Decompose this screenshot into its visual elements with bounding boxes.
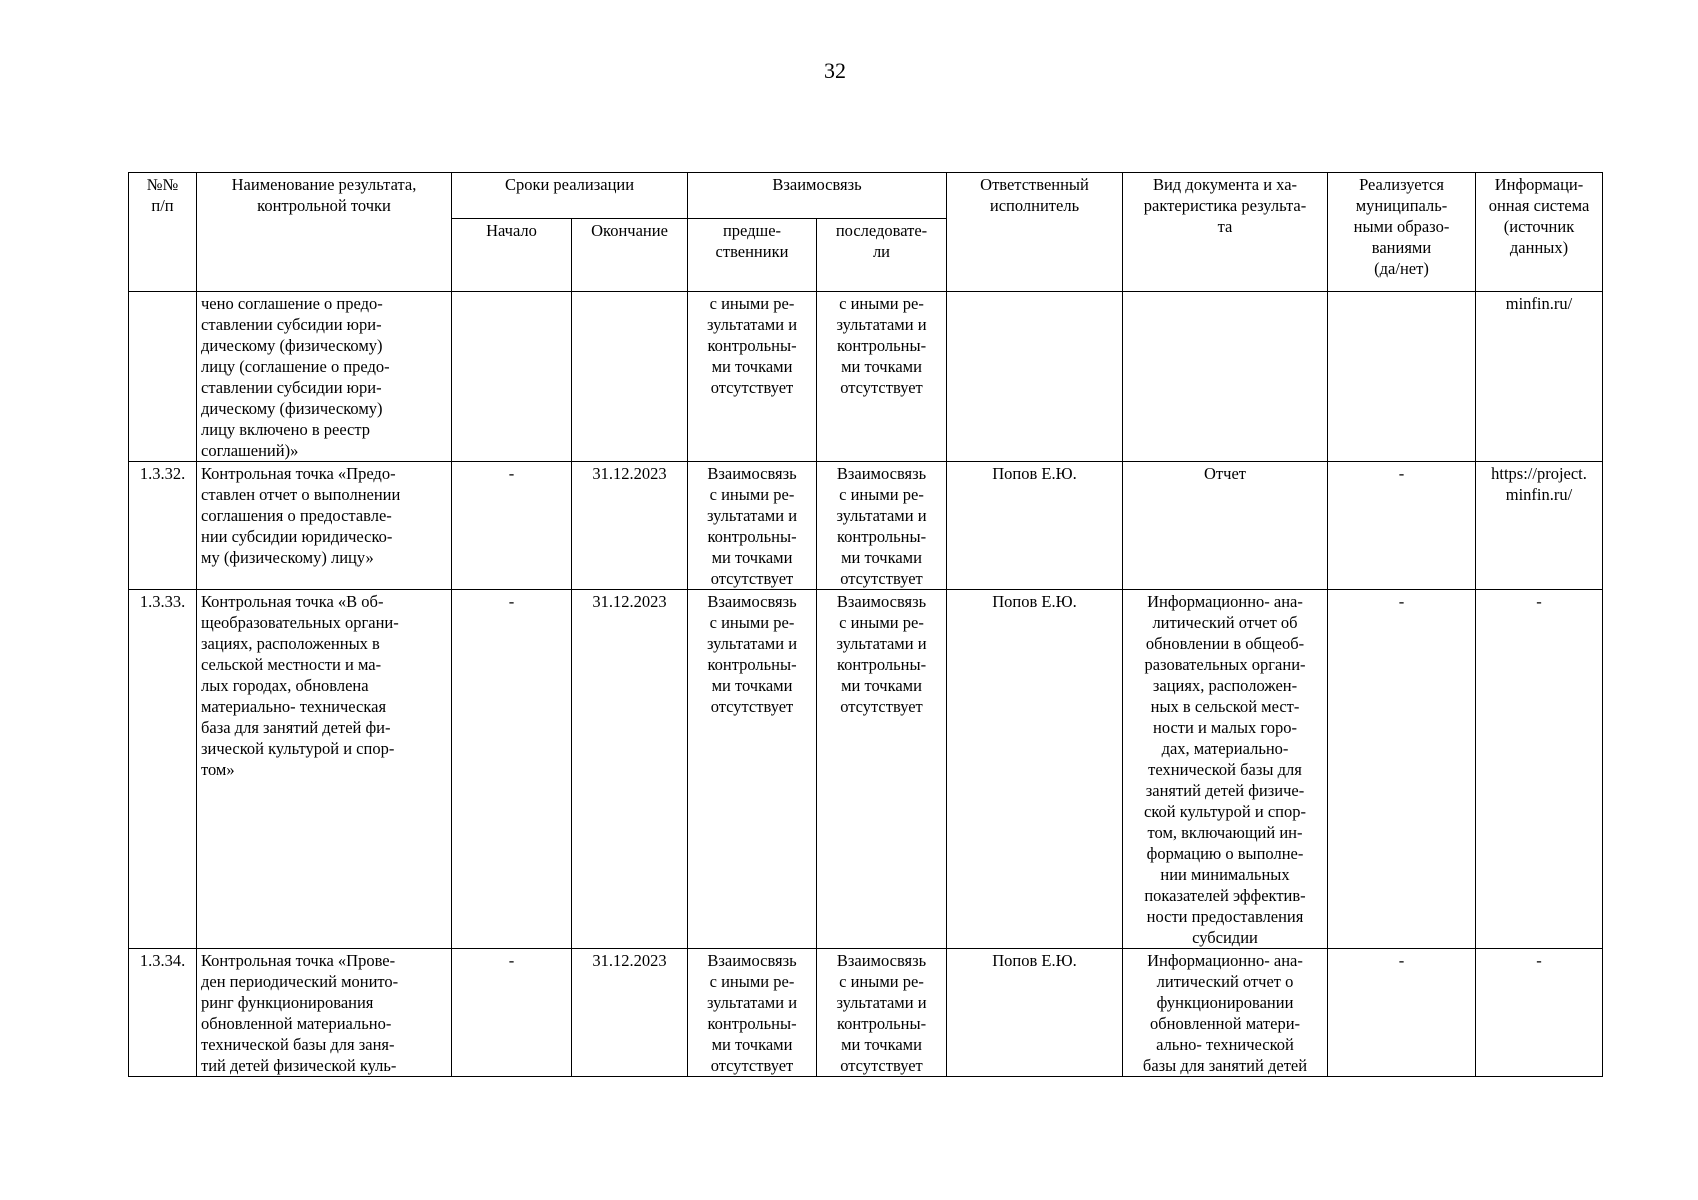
row-info-system: -: [1476, 949, 1603, 1077]
header-end: Окончание: [572, 219, 688, 292]
row-predecessors: Взаимосвязь с иными ре- зультатами и контрольны- ми точками отсутствует: [688, 462, 817, 590]
row-predecessors: Взаимосвязь с иными ре- зультатами и контрольны- ми точками отсутствует: [688, 949, 817, 1077]
row-num: 1.3.34.: [129, 949, 197, 1077]
row-document: [1123, 292, 1328, 462]
header-document: Вид документа и ха- рактеристика результа- та: [1123, 173, 1328, 292]
row-municipal: -: [1328, 590, 1476, 949]
row-document: Информационно- ана- литический отчет об обновлении в общеоб- разовательных органи- зациях, расположен- ных в сельской мест- ности и малых горо- дах, материально- технической базы для занятий детей физиче- ской культурой и спор- том, включающий ин- формацию о выполне- нии минимальных показателей эффектив- ности предоставления субсидии: [1123, 590, 1328, 949]
row-info-system: minfin.ru/: [1476, 292, 1603, 462]
row-responsible: Попов Е.Ю.: [947, 462, 1123, 590]
control-points-table: [128, 172, 1603, 1077]
row-responsible: [947, 292, 1123, 462]
row-municipal: -: [1328, 949, 1476, 1077]
header-name: Наименование результата, контрольной точки: [197, 173, 452, 292]
row-successors: с иными ре- зультатами и контрольны- ми точками отсутствует: [817, 292, 947, 462]
header-relation: Взаимосвязь: [688, 173, 947, 219]
row-num: 1.3.33.: [129, 590, 197, 949]
row-info-system: -: [1476, 590, 1603, 949]
table-row: [129, 590, 1603, 949]
row-responsible: Попов Е.Ю.: [947, 590, 1123, 949]
header-info-system: Информаци- онная система (источник данных): [1476, 173, 1603, 292]
row-end: 31.12.2023: [572, 462, 688, 590]
table-row: [129, 292, 1603, 462]
row-document: Информационно- ана- литический отчет о функционировании обновленной матери- ально- технической базы для занятий детей: [1123, 949, 1328, 1077]
row-municipal: [1328, 292, 1476, 462]
header-municipal: Реализуется муниципаль- ными образо- ваниями (да/нет): [1328, 173, 1476, 292]
table-row: [129, 949, 1603, 1077]
row-start: -: [452, 462, 572, 590]
row-start: [452, 292, 572, 462]
header-successors: последовате- ли: [817, 219, 947, 292]
row-end: [572, 292, 688, 462]
row-name: Контрольная точка «В об- щеобразовательных органи- зациях, расположенных в сельской местности и ма- лых городах, обновлена материально- техническая база для занятий детей фи- зической культурой и спор- том»: [197, 590, 452, 949]
row-document: Отчет: [1123, 462, 1328, 590]
row-name: Контрольная точка «Прове- ден периодический монито- ринг функционирования обновленной материально- технической базы для заня- тий детей физической куль-: [197, 949, 452, 1077]
header-terms: Сроки реализации: [452, 173, 688, 219]
row-predecessors: с иными ре- зультатами и контрольны- ми точками отсутствует: [688, 292, 817, 462]
row-name: Контрольная точка «Предо- ставлен отчет о выполнении соглашения о предоставле- нии субсидии юридическо- му (физическому) лицу»: [197, 462, 452, 590]
row-successors: Взаимосвязь с иными ре- зультатами и контрольны- ми точками отсутствует: [817, 949, 947, 1077]
header-predecessors: предше- ственники: [688, 219, 817, 292]
row-predecessors: Взаимосвязь с иными ре- зультатами и контрольны- ми точками отсутствует: [688, 590, 817, 949]
row-successors: Взаимосвязь с иными ре- зультатами и контрольны- ми точками отсутствует: [817, 462, 947, 590]
row-start: -: [452, 949, 572, 1077]
row-info-system: https://project. minfin.ru/: [1476, 462, 1603, 590]
header-responsible: Ответственный исполнитель: [947, 173, 1123, 292]
row-start: -: [452, 590, 572, 949]
table-row: [129, 462, 1603, 590]
row-municipal: -: [1328, 462, 1476, 590]
row-num: [129, 292, 197, 462]
row-end: 31.12.2023: [572, 590, 688, 949]
row-name: чено соглашение о предо- ставлении субсидии юри- дическому (физическому) лицу (соглашение о предо- ставлении субсидии юри- дическому (физическому) лицу включено в реестр соглашений)»: [197, 292, 452, 462]
row-num: 1.3.32.: [129, 462, 197, 590]
row-end: 31.12.2023: [572, 949, 688, 1077]
row-successors: Взаимосвязь с иными ре- зультатами и контрольны- ми точками отсутствует: [817, 590, 947, 949]
row-responsible: Попов Е.Ю.: [947, 949, 1123, 1077]
header-start: Начало: [452, 219, 572, 292]
header-num: №№ п/п: [129, 173, 197, 292]
page-number: 32: [824, 58, 846, 83]
